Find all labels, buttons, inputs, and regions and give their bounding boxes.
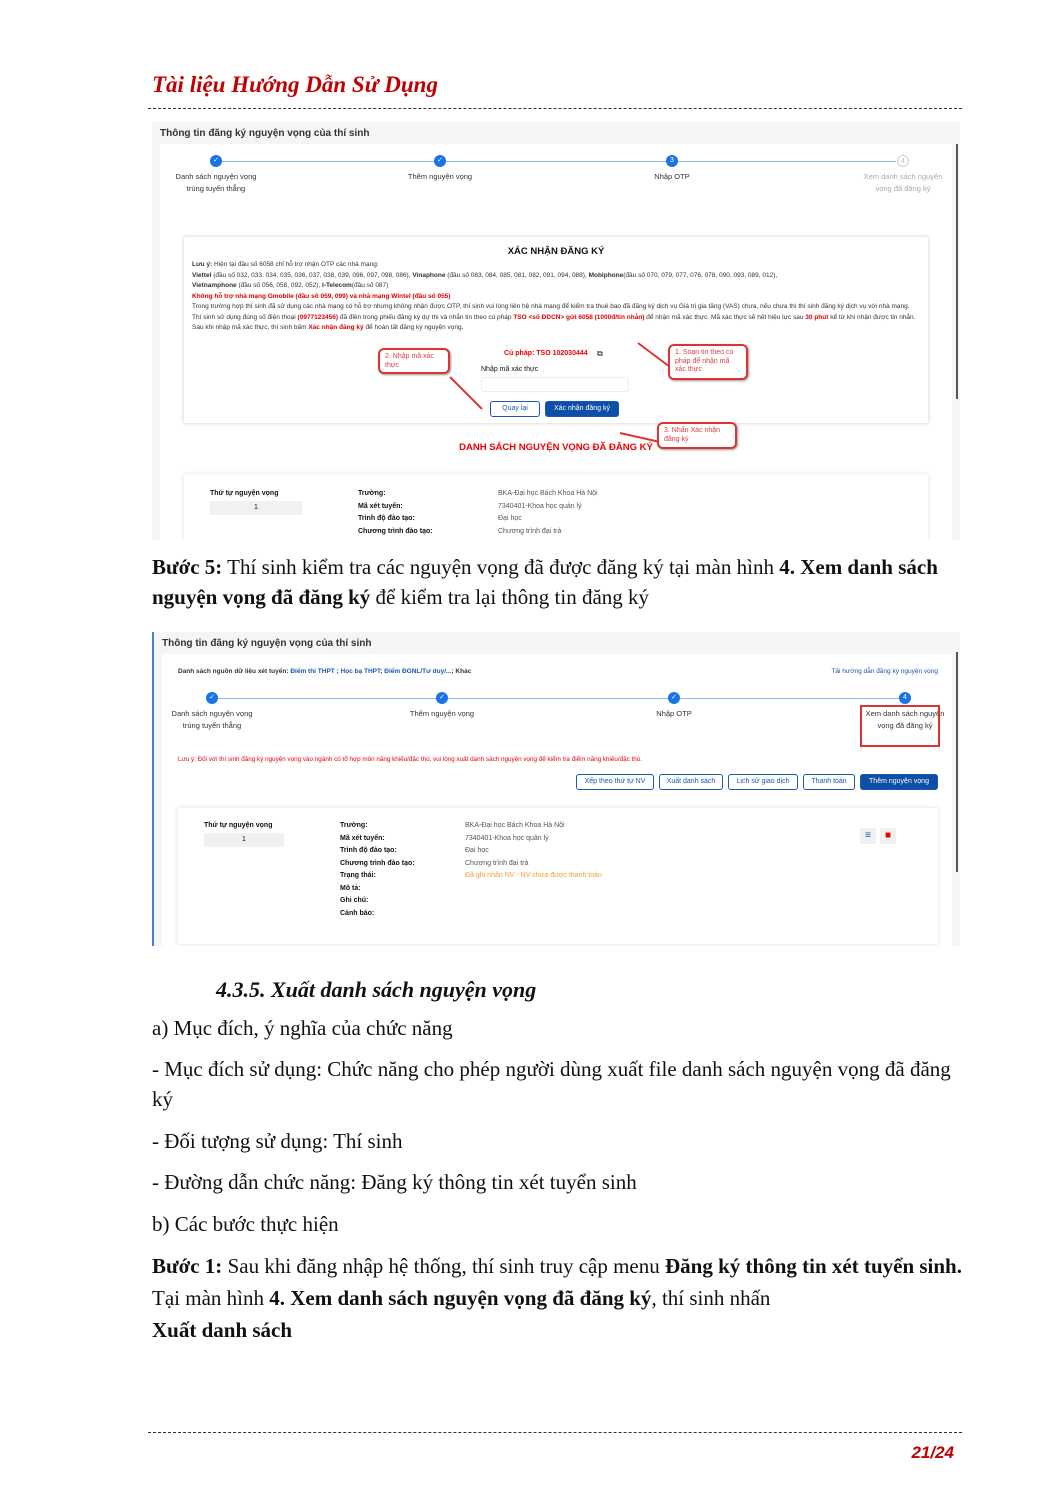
step-1[interactable]: ✓ Danh sách nguyện vọng trúng tuyển thẳng	[171, 694, 253, 730]
section-heading: 4.3.5. Xuất danh sách nguyện vọng	[216, 977, 537, 1002]
special-note: Lưu ý: Đối với thí sinh đăng ký nguyện vọng vào ngành có tổ hợp môn năng khiếu/đặc thù, vui lòng xuất danh sách nguyện vọng để kiểm tra điểm năng khiếu/đặc thù.	[178, 756, 643, 763]
scrollbar[interactable]	[956, 652, 958, 872]
detail-keys: Trường: Mã xét tuyển: Trình độ đào tạo: Chương trình đào tạo: Trạng thái: Mô tả: Ghi chú: Cảnh báo:	[340, 822, 415, 917]
registered-item: Thứ tự nguyện vọng 1 Trường: Mã xét tuyển: Trình độ đào tạo: Chương trình đào tạo: Trạng thái: Mô tả: Ghi chú: Cảnh báo: BKA-Đại học Bách Khoa Hà Nội 7340401-Khoa học quản lý Đại học Chương trình đại trà Đã ghi nhận NV - NV chưa được thanh toán ≡ ■	[178, 808, 938, 944]
back-button[interactable]: Quay lại	[490, 401, 540, 417]
purpose-text: - Mục đích sử dụng: Chức năng cho phép người dùng xuất file danh sách nguyện vọng đã đăng ký	[152, 1057, 951, 1111]
modal-title: XÁC NHẬN ĐĂNG KÝ	[507, 246, 605, 257]
step1-paragraph: Bước 1: Sau khi đăng nhập hệ thống, thí sinh truy cập menu Đăng ký thông tin xét tuyển sinh. Tại màn hình 4. Xem danh sách nguyện vọng đã đăng ký, thí sinh nhấn Xuất danh sách	[152, 1254, 962, 1342]
registered-item: Thứ tự nguyện vọng 1 Trường: Mã xét tuyển: Trình độ đào tạo: Chương trình đào tạo: BKA-Đại học Bách Khoa Hà Nội 7340401-Khoa học quản lý Đại học Chương trình đại trà	[184, 474, 928, 540]
order-value: 1	[204, 833, 284, 847]
document-header: Tài liệu Hướng Dẫn Sử Dụng	[152, 72, 438, 97]
step-1[interactable]: ✓ Danh sách nguyện vọng trúng tuyển thẳng	[175, 157, 257, 193]
screen-title: Thông tin đăng ký nguyện vọng của thí sinh	[162, 638, 372, 649]
purpose-heading: a) Mục đích, ý nghĩa của chức năng	[152, 1016, 453, 1040]
edit-icon[interactable]: ≡	[860, 828, 876, 844]
step-3[interactable]: 3 Nhập OTP	[654, 157, 690, 181]
path-text: - Đường dẫn chức năng: Đăng ký thông tin xét tuyển sinh	[152, 1170, 637, 1194]
header-divider	[148, 108, 962, 109]
step-4[interactable]: 4 Xem danh sách nguyện vọng đã đăng ký	[865, 694, 945, 730]
payment-button[interactable]: Thanh toán	[803, 774, 855, 790]
transaction-history-button[interactable]: Lịch sử giao dịch	[728, 774, 798, 790]
data-sources: Danh sách nguồn dữ liệu xét tuyển: Điểm thi THPT ; Học bạ THPT; Điểm ĐGNL/Tư duy/...; Khác	[178, 668, 472, 675]
detail-values: BKA-Đại học Bách Khoa Hà Nội 7340401-Khoa học quản lý Đại học Chương trình đại trà Đã ghi nhận NV - NV chưa được thanh toán	[465, 820, 602, 883]
step-3[interactable]: ✓ Nhập OTP	[656, 694, 692, 718]
status-value: Đã ghi nhận NV - NV chưa được thanh toán	[465, 872, 602, 879]
callout-send-sms: 1. Soạn tin theo cú pháp để nhận mã xác thực	[668, 344, 748, 380]
screenshot-otp-confirmation	[152, 122, 960, 540]
export-list-button[interactable]: Xuất danh sách	[659, 774, 723, 790]
otp-label: Nhập mã xác thực	[481, 366, 539, 373]
step-4[interactable]: 4 Xem danh sách nguyện vọng đã đăng ký	[858, 155, 948, 195]
guide-download-link[interactable]: Tải hướng dẫn đăng ký nguyện vọng	[831, 668, 938, 675]
steps-heading: b) Các bước thực hiện	[152, 1212, 339, 1236]
order-value: 1	[210, 501, 302, 515]
page-number: 21/24	[911, 1443, 954, 1462]
delete-icon[interactable]: ■	[880, 828, 896, 844]
confirm-register-button[interactable]: Xác nhận đăng ký	[545, 401, 619, 417]
sort-by-order-button[interactable]: Xếp theo thứ tự NV	[576, 774, 654, 790]
detail-values: BKA-Đại học Bách Khoa Hà Nội 7340401-Khoa học quản lý Đại học Chương trình đại trà	[498, 490, 598, 535]
scrollbar[interactable]	[956, 144, 958, 399]
callout-enter-otp: 2. Nhập mã xác thực	[378, 348, 450, 374]
step-2[interactable]: ✓ Thêm nguyện vọng	[409, 694, 475, 718]
copy-icon[interactable]: ⧉	[597, 349, 603, 358]
add-wish-button[interactable]: Thêm nguyện vọng	[860, 774, 938, 790]
footer-divider	[148, 1432, 962, 1433]
screen-title: Thông tin đăng ký nguyện vọng của thí sinh	[160, 128, 370, 139]
syntax-code: Cú pháp: TSO 102030444	[504, 350, 588, 357]
screenshot-registered-list	[152, 632, 960, 946]
users-text: - Đối tượng sử dụng: Thí sinh	[152, 1129, 403, 1153]
registered-list-title: DANH SÁCH NGUYỆN VỌNG ĐÃ ĐĂNG KÝ	[459, 442, 653, 453]
step-4-highlight	[860, 705, 940, 747]
detail-keys: Trường: Mã xét tuyển: Trình độ đào tạo: Chương trình đào tạo:	[358, 490, 433, 535]
otp-notes: Lưu ý: Hiện tại đầu số 6058 chỉ hỗ trợ nhận OTP các nhà mạng: Viettel (đầu số 032, 033. 034, 035, 036, 037, 038, 039, 096, 097, 098, 086), Vinaphone (đầu số 083, 084, 085, 081, 082, 091, 094, 088), Mobiphone(đầu số 070, 079, 077, 076, 078, 090. 093, 089, 012), Vietnamphone (đầu số 056, 058, 092, 052), I-Telecom(đầu số 087) Không hỗ trợ nhà mạng Gmobile (đầu số 059, 099) và nhà mạng Wintel (đầu số 055) Trong trường hợp thí sinh đã sử dụng các nhà mạng có hỗ trợ nhưng không nhận được OTP, thí sinh vui lòng liên hệ nhà mạng để kiểm tra thuê bao đã đăng ký dịch vụ Giá trị gia tăng (VAS) chưa, nếu chưa thì thí sinh đăng ký dịch vụ với nhà mạng. Thí sinh sử dụng đúng số điện thoại (0977123456) đã điền trong phiếu đăng ký dự thi và nhắn tin theo cú pháp TSO <số ĐDCN> gửi 6058 (1000đ/tin nhắn) để nhận mã xác thực. Mã xác thực sẽ hết hiệu lực sau 30 phút kể từ khi nhận được tin nhắn. Sau khi nhập mã xác thực, thí sinh bấm Xác nhận đăng ký để hoàn tất đăng ký nguyện vọng.	[192, 261, 916, 331]
step-2[interactable]: ✓ Thêm nguyện vọng	[407, 157, 473, 181]
step5-paragraph: Bước 5: Thí sinh kiểm tra các nguyện vọng đã được đăng ký tại màn hình 4. Xem danh sách nguyện vọng đã đăng ký để kiểm tra lại thông tin đăng ký	[152, 555, 938, 609]
callout-confirm: 3. Nhấn Xác nhận đăng ký	[657, 422, 737, 449]
